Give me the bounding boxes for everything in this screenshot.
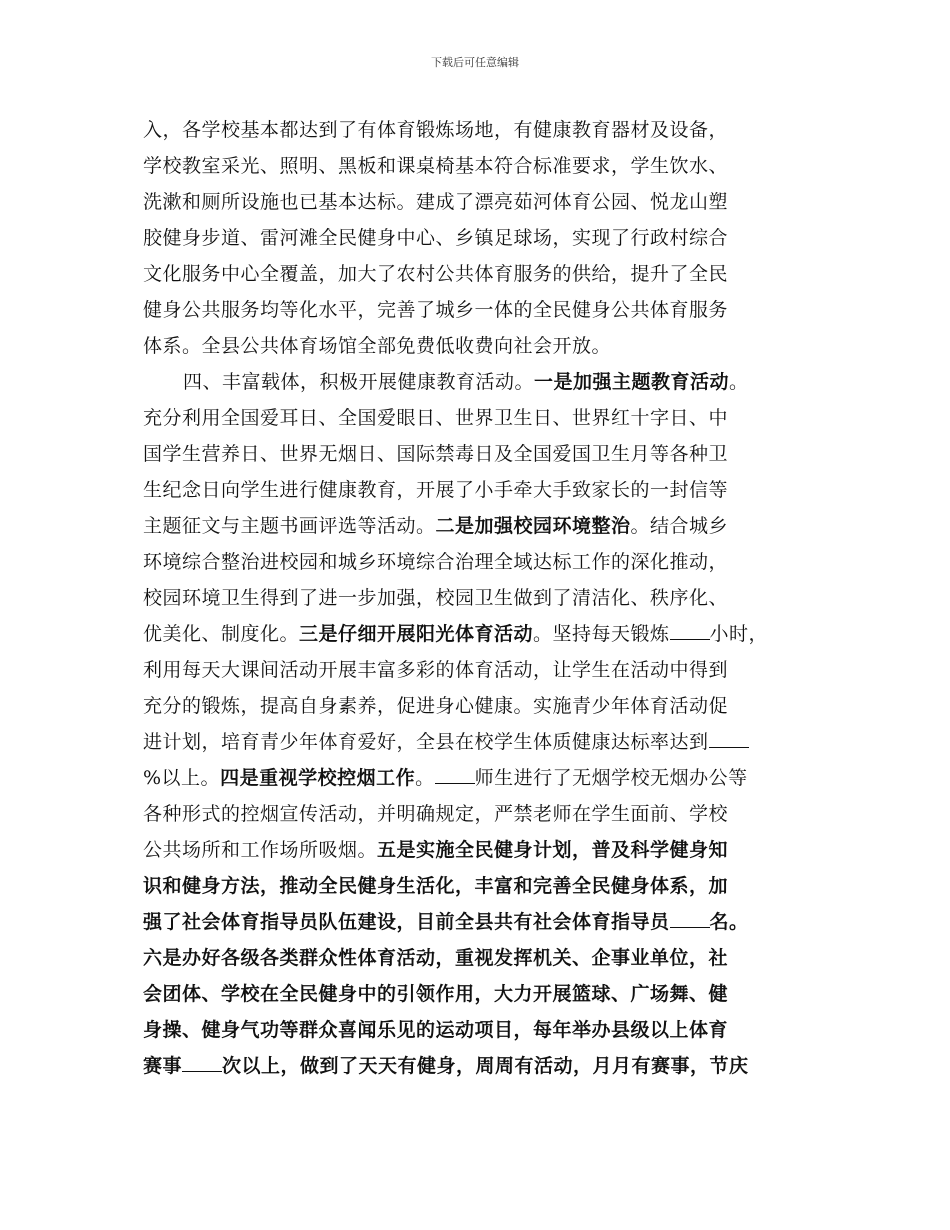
text-segment: 进计划，培育青少年体育爱好，全县在校学生体质健康达标率达到 (143, 731, 709, 753)
text-segment: 学校教室采光、照明、黑板和课桌椅基本符合标准要求，学生饮水、 (143, 155, 729, 177)
text-line (143, 220, 823, 256)
text-segment: 师生进行了无烟学校无烟办公等 (474, 767, 748, 789)
text-line (143, 148, 823, 184)
text-line (143, 292, 823, 328)
text-segment: 国学生营养日、世界无烟日、国际禁毒日及全国爱国卫生月等各种卫 (143, 443, 729, 465)
text-segment: 小时， (709, 623, 769, 645)
bold-text: 名。 (709, 911, 749, 933)
text-line (143, 364, 823, 400)
text-segment: 环境综合整治进校园和城乡环境综合治理全域达标工作的深化推动， (143, 551, 729, 573)
fill-in-blank (435, 782, 475, 784)
bold-text: 会团体、学校在全民健身中的引领作用，大力开展篮球、广场舞、健 (143, 983, 729, 1005)
text-segment: 文化服务中心全覆盖，加大了农村公共体育服务的供给，提升了全民 (143, 263, 729, 285)
text-line (143, 976, 823, 1012)
page-header: 下载后可任意编辑 (431, 56, 519, 69)
text-line (143, 184, 823, 220)
text-segment: 校园环境卫生得到了进一步加强，校园卫生做到了清洁化、秩序化、 (143, 587, 729, 609)
text-segment: 胶健身步道、雷河滩全民健身中心、乡镇足球场，实现了行政村综合 (143, 227, 729, 249)
text-segment: 充分利用全国爱耳日、全国爱眼日、世界卫生日、世界红十字日、中 (143, 407, 729, 429)
text-line (143, 688, 823, 724)
text-line (143, 724, 823, 760)
text-line (143, 544, 823, 580)
text-line (143, 760, 823, 796)
text-line (143, 796, 823, 832)
text-line (143, 472, 823, 508)
text-segment: 主题征文与主题书画评选等活动。 (143, 515, 436, 537)
text-line (143, 868, 823, 904)
bold-text: 一是加强主题教育活动 (534, 371, 730, 393)
text-segment: 各种形式的控烟宣传活动，并明确规定，严禁老师在学生面前、学校 (143, 803, 729, 825)
bold-text: 五是实施全民健身计划，普及科学健身知 (377, 839, 729, 861)
text-segment: 。坚持每天锻炼 (533, 623, 670, 645)
text-segment: 。结合城乡 (630, 515, 729, 537)
text-segment: 生纪念日向学生进行健康教育，开展了小手牵大手致家长的一封信等 (143, 479, 729, 501)
text-segment: 健身公共服务均等化水平，完善了城乡一体的全民健身公共体育服务 (143, 299, 729, 321)
text-line (143, 940, 823, 976)
bold-text: 三是仔细开展阳光体育活动 (299, 623, 534, 645)
bold-text: 识和健身方法，推动全民健身生活化，丰富和完善全民健身体系，加 (143, 875, 729, 897)
bold-text: 强了社会体育指导员队伍建设，目前全县共有社会体育指导员 (143, 911, 670, 933)
text-line (143, 256, 823, 292)
text-line (143, 832, 823, 868)
fill-in-blank (182, 1070, 222, 1072)
text-line (143, 400, 823, 436)
text-segment: 。 (729, 371, 749, 393)
text-line (143, 652, 823, 688)
fill-in-blank (670, 638, 710, 640)
fill-in-blank (709, 746, 749, 748)
bold-text: 次以上，做到了天天有健身，周周有活动，月月有赛事，节庆 (222, 1055, 749, 1077)
bold-text: 二是加强校园环境整治 (435, 515, 631, 537)
text-segment: %以上。 (143, 767, 221, 789)
text-segment: 利用每天大课间活动开展丰富多彩的体育活动，让学生在活动中得到 (143, 659, 729, 681)
text-line (143, 904, 823, 940)
text-line (143, 616, 823, 652)
text-line (143, 580, 823, 616)
text-line (143, 1012, 823, 1048)
text-segment: 充分的锻炼，提高自身素养，促进身心健康。实施青少年体育活动促 (143, 695, 729, 717)
text-segment: 四、丰富载体，积极开展健康教育活动。 (183, 371, 535, 393)
fill-in-blank (670, 926, 710, 928)
text-line (143, 112, 823, 148)
text-line (143, 1048, 823, 1084)
document-body (143, 112, 823, 1084)
text-segment: 优美化、制度化。 (143, 623, 300, 645)
bold-text: 身操、健身气功等群众喜闻乐见的运动项目，每年举办县级以上体育 (143, 1019, 729, 1041)
text-segment: 入，各学校基本都达到了有体育锻炼场地，有健康教育器材及设备， (143, 119, 729, 141)
text-segment: 。 (415, 767, 435, 789)
bold-text: 六是办好各级各类群众性体育活动，重视发挥机关、企事业单位，社 (143, 947, 729, 969)
text-line (143, 436, 823, 472)
text-segment: 洗漱和厕所设施也已基本达标。建成了漂亮茹河体育公园、悦龙山塑 (143, 191, 729, 213)
bold-text: 赛事 (143, 1055, 183, 1077)
text-line (143, 328, 823, 364)
text-segment: 体系。全县公共体育场馆全部免费低收费向社会开放。 (143, 335, 612, 357)
text-line (143, 508, 823, 544)
text-segment: 公共场所和工作场所吸烟。 (143, 839, 378, 861)
bold-text: 四是重视学校控烟工作 (220, 767, 416, 789)
